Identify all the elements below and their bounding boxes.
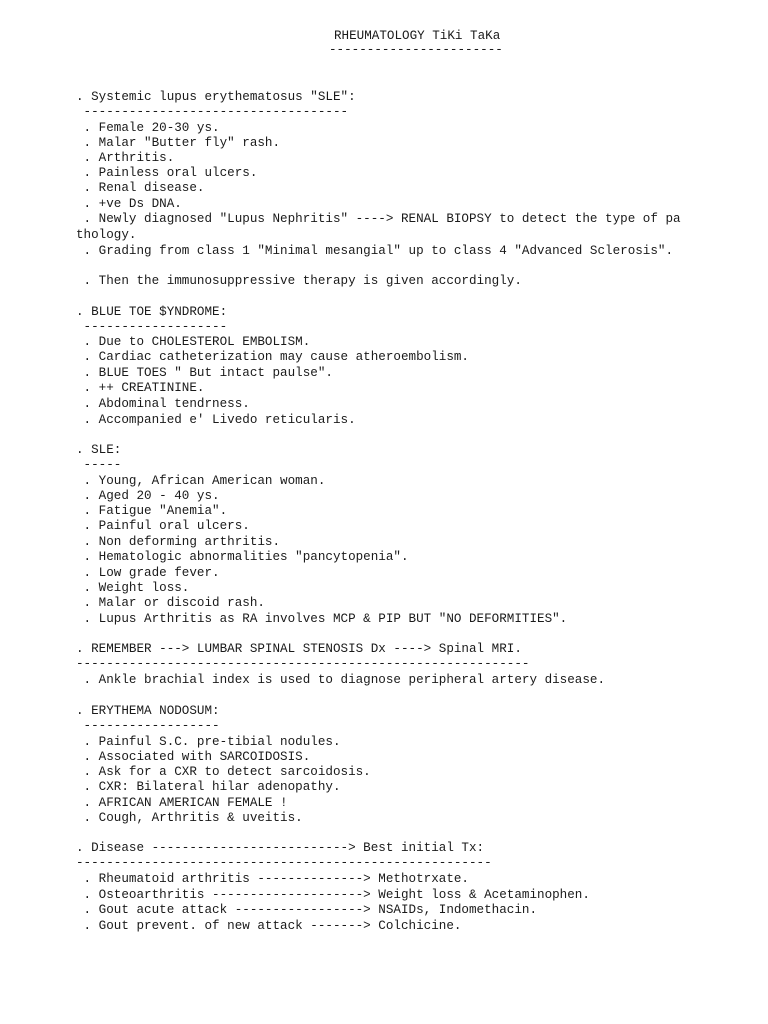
section-heading-sle: . SLE: [76, 443, 122, 457]
text-line: . Then the immunosuppressive therapy is given accordingly. [76, 274, 522, 288]
text-line: . AFRICAN AMERICAN FEMALE ! [76, 796, 288, 810]
text-line: . Grading from class 1 "Minimal mesangial" up to class 4 "Advanced Sclerosis". [76, 244, 674, 258]
text-line: . Associated with SARCOIDOSIS. [76, 750, 311, 764]
text-line: . Ask for a CXR to detect sarcoidosis. [76, 765, 371, 779]
text-line: . Hematologic abnormalities "pancytopenia". [76, 550, 409, 564]
document-title: RHEUMATOLOGY TiKi TaKa [334, 29, 501, 43]
text-line: . Young, African American woman. [76, 474, 326, 488]
text-line: . CXR: Bilateral hilar adenopathy. [76, 780, 341, 794]
heading-rule: ------------------ [76, 719, 220, 733]
text-line: . Newly diagnosed "Lupus Nephritis" ----> RENAL BIOPSY to detect the type of pa [76, 212, 681, 226]
text-line: . +ve Ds DNA. [76, 197, 182, 211]
text-line: . Weight loss. [76, 581, 190, 595]
text-line: . ++ CREATININE. [76, 381, 205, 395]
text-line: . Accompanied e' Livedo reticularis. [76, 413, 356, 427]
text-line: . Cardiac catheterization may cause atheroembolism. [76, 350, 469, 364]
text-line: . Rheumatoid arthritis --------------> Methotrxate. [76, 872, 469, 886]
text-line: . Ankle brachial index is used to diagnose peripheral artery disease. [76, 673, 606, 687]
heading-rule: ------------------------------------------------------------ [76, 657, 530, 671]
section-heading-sle-systemic: . Systemic lupus erythematosus "SLE": [76, 90, 356, 104]
text-line: . Malar or discoid rash. [76, 596, 265, 610]
section-heading-disease-tx: . Disease --------------------------> Best initial Tx: [76, 841, 485, 855]
text-line: . Painless oral ulcers. [76, 166, 258, 180]
section-heading-erythema-nodosum: . ERYTHEMA NODOSUM: [76, 704, 220, 718]
text-line: . Painful S.C. pre-tibial nodules. [76, 735, 341, 749]
section-heading-remember: . REMEMBER ---> LUMBAR SPINAL STENOSIS Dx ----> Spinal MRI. [76, 642, 522, 656]
text-line: . Renal disease. [76, 181, 205, 195]
text-line: . Gout prevent. of new attack -------> Colchicine. [76, 919, 462, 933]
section-heading-blue-toe: . BLUE TOE $YNDROME: [76, 305, 228, 319]
text-line: . Lupus Arthritis as RA involves MCP & PIP BUT "NO DEFORMITIES". [76, 612, 568, 626]
text-line: . Painful oral ulcers. [76, 519, 250, 533]
text-line: thology. [76, 228, 137, 242]
text-line: . Aged 20 - 40 ys. [76, 489, 220, 503]
text-line: . Malar "Butter fly" rash. [76, 136, 281, 150]
title-rule: ----------------------- [329, 43, 503, 57]
heading-rule: ----- [76, 458, 122, 472]
text-line: . Non deforming arthritis. [76, 535, 281, 549]
heading-rule: ----------------------------------- [76, 105, 349, 119]
text-line: . Osteoarthritis --------------------> Weight loss & Acetaminophen. [76, 888, 590, 902]
text-line: . Arthritis. [76, 151, 175, 165]
text-line: . Fatigue "Anemia". [76, 504, 228, 518]
text-line: . Gout acute attack -----------------> NSAIDs, Indomethacin. [76, 903, 538, 917]
text-line: . BLUE TOES " But intact paulse". [76, 366, 333, 380]
heading-rule: ------------------------------------------------------- [76, 856, 492, 870]
text-line: . Due to CHOLESTEROL EMBOLISM. [76, 335, 311, 349]
heading-rule: ------------------- [76, 320, 228, 334]
text-line: . Abdominal tendrness. [76, 397, 250, 411]
text-line: . Female 20-30 ys. [76, 121, 220, 135]
text-line: . Cough, Arthritis & uveitis. [76, 811, 303, 825]
text-line: . Low grade fever. [76, 566, 220, 580]
